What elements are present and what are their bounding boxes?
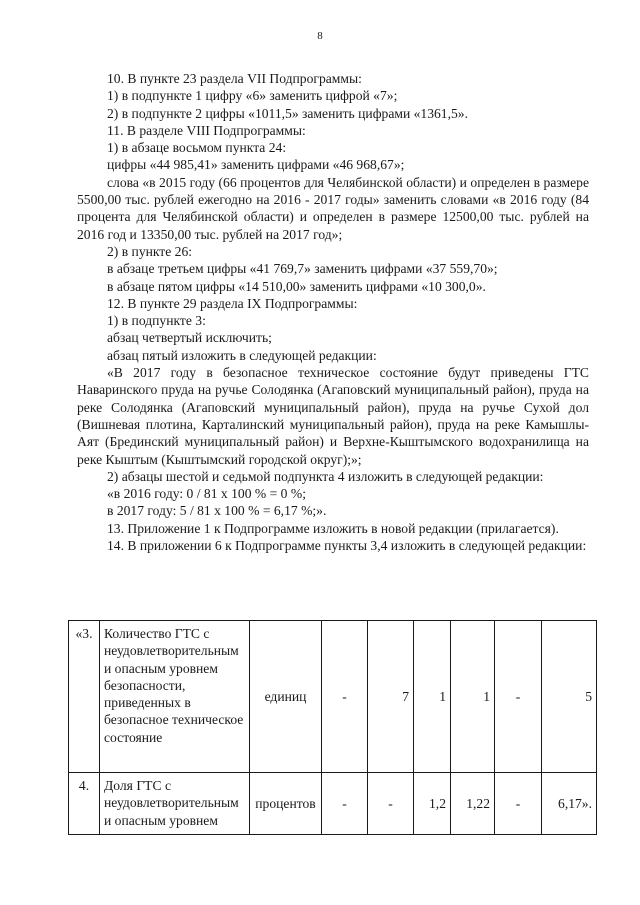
value-cell: 6,17». bbox=[542, 773, 597, 835]
indicator-name: Количество ГТС с неудовлетворительным и опасным уровнем безопасности, приведенных в безопасное техническое состояние bbox=[100, 621, 250, 773]
paragraph: «В 2017 году в безопасное техническое состояние будут приведены ГТС Наваринского пруда на ручье Солодянка (Агаповский муниципальный район), пруда на реке Солодянка (Агаповский муниципальный район), пруда на ручье Сухой дол (Вишневая плотина, Карталинский муниципальный район), пруда на реке Камышлы-Аят (Брединский муниципальный район) и Верхне-Кыштымского водохранилища на реке Кыштым (Кыштымский городской округ);»; bbox=[77, 365, 589, 467]
table-row bbox=[69, 773, 597, 835]
paragraph: 13. Приложение 1 к Подпрограмме изложить в новой редакции (прилагается). bbox=[107, 520, 559, 536]
paragraph: 1) в подпункте 1 цифру «6» заменить цифрой «7»; bbox=[107, 88, 398, 104]
page-number: 8 bbox=[317, 30, 323, 42]
value-cell: - bbox=[495, 621, 542, 773]
paragraph: «в 2016 году: 0 / 81 х 100 % = 0 %; bbox=[107, 486, 306, 502]
paragraph: в абзаце пятом цифры «14 510,00» заменить цифрами «10 300,0». bbox=[107, 278, 486, 294]
paragraph: слова «в 2015 году (66 процентов для Челябинской области) и определен в размере 5500,00 тыс. рублей ежегодно на 2016 - 2017 годы» заменить словами «в 2016 году (84 процента для Челябинской области) и определен в размере 12500,00 тыс. рублей на 2016 год и 13350,00 тыс. рублей на 2017 год»; bbox=[77, 174, 589, 242]
paragraph: абзац четвертый исключить; bbox=[107, 330, 272, 346]
document-body bbox=[77, 70, 589, 554]
value-cell: - bbox=[322, 773, 368, 835]
unit-cell: единиц bbox=[250, 621, 322, 773]
row-number: «3. bbox=[69, 621, 100, 773]
paragraph: цифры «44 985,41» заменить цифрами «46 968,67»; bbox=[107, 157, 405, 173]
table-row bbox=[69, 621, 597, 773]
paragraph: 10. В пункте 23 раздела VII Подпрограммы: bbox=[107, 71, 362, 86]
paragraph: 2) в подпункте 2 цифры «1011,5» заменить цифрами «1361,5». bbox=[107, 105, 468, 121]
paragraph: 1) в абзаце восьмом пункта 24: bbox=[107, 140, 287, 156]
paragraph: 2) абзацы шестой и седьмой подпункта 4 изложить в следующей редакции: bbox=[107, 468, 544, 484]
paragraph: 2) в пункте 26: bbox=[107, 243, 193, 259]
unit-cell: процентов bbox=[250, 773, 322, 835]
value-cell: 1,22 bbox=[451, 773, 495, 835]
paragraph: 14. В приложении 6 к Подпрограмме пункты 3,4 изложить в следующей редакции: bbox=[107, 538, 587, 554]
paragraph: в 2017 году: 5 / 81 х 100 % = 6,17 %;». bbox=[107, 503, 327, 519]
paragraph: 11. В разделе VIII Подпрограммы: bbox=[107, 122, 306, 138]
row-number: 4. bbox=[69, 773, 100, 835]
value-cell: 7 bbox=[368, 621, 414, 773]
paragraph: в абзаце третьем цифры «41 769,7» заменить цифрами «37 559,70»; bbox=[107, 261, 498, 277]
value-cell: 5 bbox=[542, 621, 597, 773]
value-cell: 1,2 bbox=[414, 773, 451, 835]
paragraph: 1) в подпункте 3: bbox=[107, 313, 206, 329]
value-cell: - bbox=[322, 621, 368, 773]
value-cell: 1 bbox=[414, 621, 451, 773]
paragraph: 12. В пункте 29 раздела IX Подпрограммы: bbox=[107, 295, 358, 311]
paragraph: абзац пятый изложить в следующей редакции: bbox=[107, 347, 377, 363]
value-cell: - bbox=[495, 773, 542, 835]
value-cell: 1 bbox=[451, 621, 495, 773]
indicators-table bbox=[68, 620, 597, 835]
indicator-name: Доля ГТС с неудовлетворительным и опасным уровнем bbox=[100, 773, 250, 835]
value-cell: - bbox=[368, 773, 414, 835]
